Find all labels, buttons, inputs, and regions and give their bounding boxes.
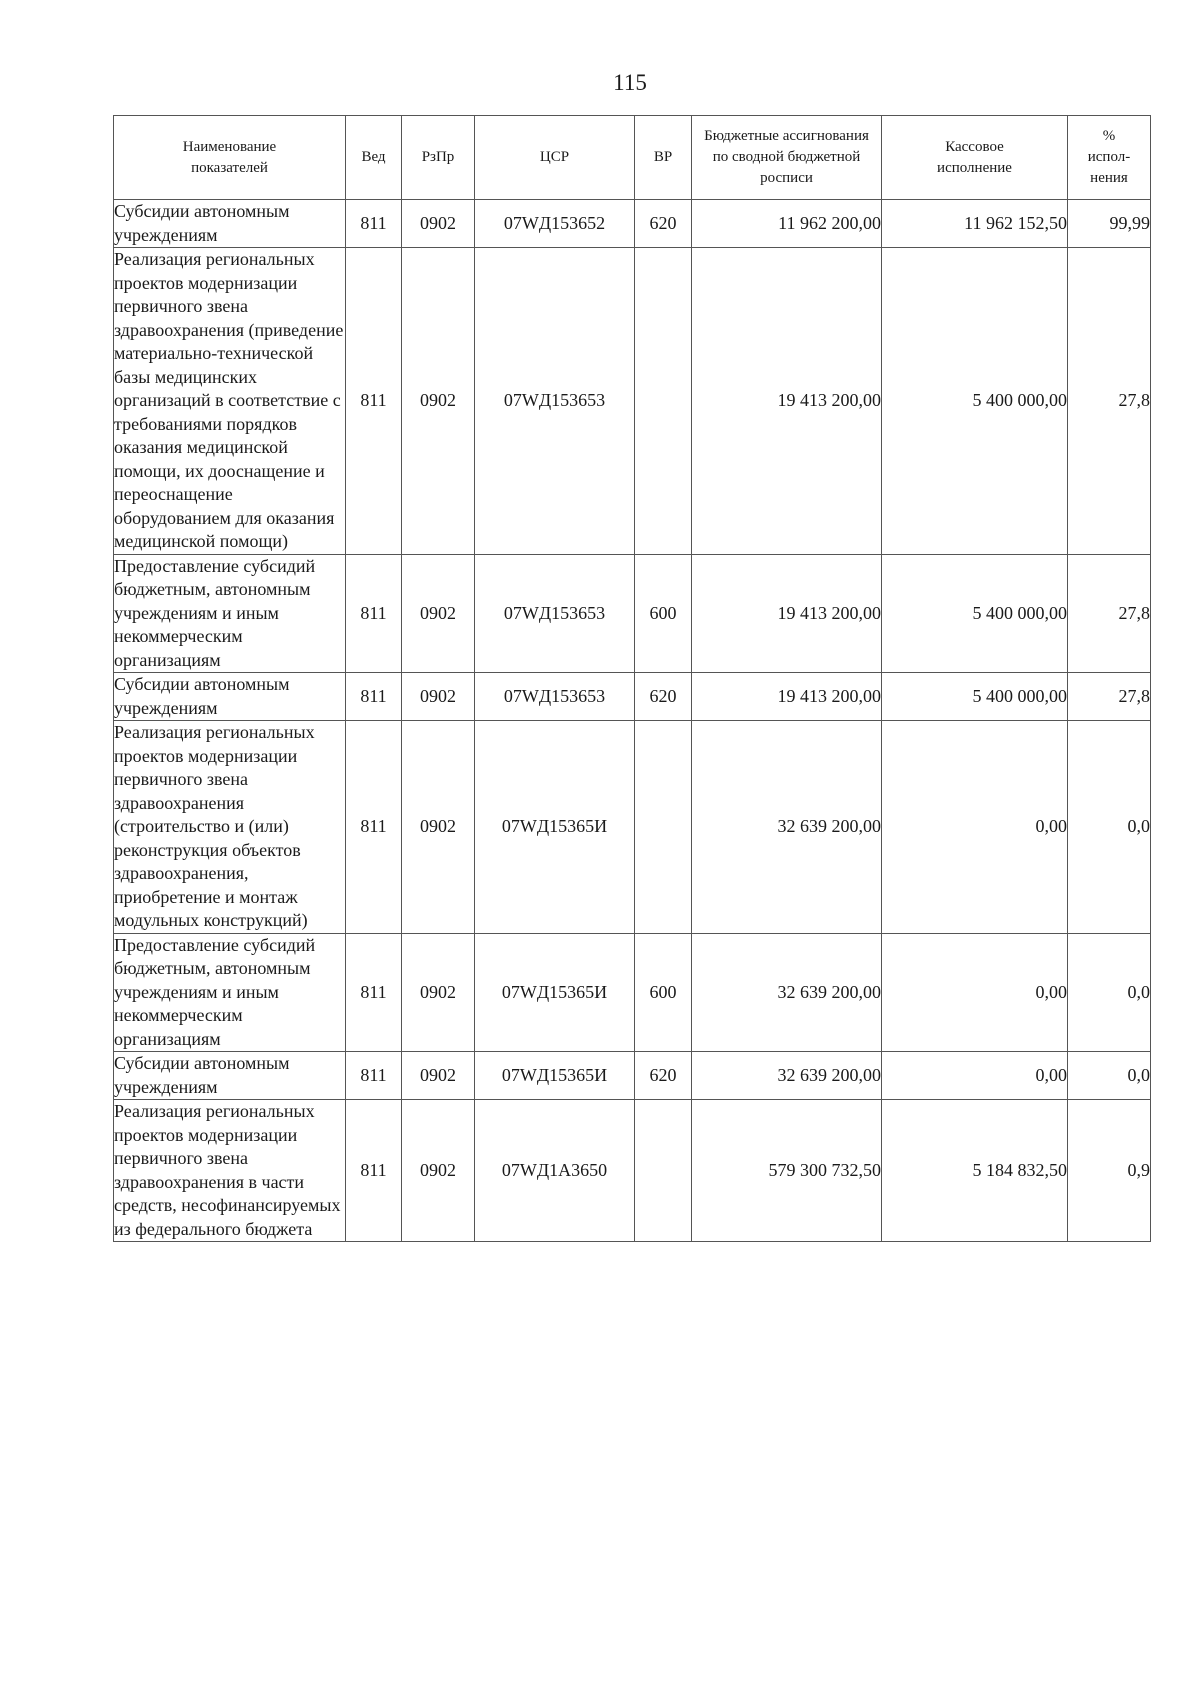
table-row <box>114 1052 1151 1100</box>
row-budget: 11 962 200,00 <box>692 200 882 248</box>
table-row <box>114 933 1151 1052</box>
header-percent: % испол-нения <box>1068 116 1151 200</box>
header-name: Наименование показателей <box>114 116 346 200</box>
row-rzpr: 0902 <box>402 933 475 1052</box>
budget-table <box>113 115 1151 1242</box>
row-rzpr: 0902 <box>402 200 475 248</box>
row-vr: 600 <box>635 933 692 1052</box>
row-cash: 5 400 000,00 <box>882 673 1068 721</box>
row-rzpr: 0902 <box>402 721 475 934</box>
row-name: Реализация региональных проектов модернизации первичного звена здравоохранения в части средств, несофинансируемых из федерального бюджета <box>114 1100 346 1242</box>
row-csr: 07WД153653 <box>475 673 635 721</box>
row-percent: 99,99 <box>1068 200 1151 248</box>
row-csr: 07WД15365И <box>475 1052 635 1100</box>
row-name: Реализация региональных проектов модернизации первичного звена здравоохранения (строительство и (или) реконструкция объектов здравоохранения, приобретение и монтаж модульных конструкций) <box>114 721 346 934</box>
table-row <box>114 200 1151 248</box>
row-name: Предоставление субсидий бюджетным, автономным учреждениям и иным некоммерческим организациям <box>114 933 346 1052</box>
row-name: Субсидии автономным учреждениям <box>114 200 346 248</box>
row-budget: 19 413 200,00 <box>692 554 882 673</box>
row-vr <box>635 1100 692 1242</box>
header-budget: Бюджетные ассигнования по сводной бюджетной росписи <box>692 116 882 200</box>
header-rzpr: РзПр <box>402 116 475 200</box>
row-cash: 5 400 000,00 <box>882 248 1068 555</box>
table-row <box>114 673 1151 721</box>
row-name: Предоставление субсидий бюджетным, автономным учреждениям и иным некоммерческим организациям <box>114 554 346 673</box>
row-percent: 0,0 <box>1068 1052 1151 1100</box>
row-rzpr: 0902 <box>402 554 475 673</box>
row-cash: 5 184 832,50 <box>882 1100 1068 1242</box>
row-csr: 07WД153653 <box>475 248 635 555</box>
row-percent: 0,9 <box>1068 1100 1151 1242</box>
row-ved: 811 <box>346 200 402 248</box>
row-budget: 32 639 200,00 <box>692 933 882 1052</box>
row-ved: 811 <box>346 554 402 673</box>
row-budget: 579 300 732,50 <box>692 1100 882 1242</box>
row-rzpr: 0902 <box>402 673 475 721</box>
row-vr: 620 <box>635 1052 692 1100</box>
row-budget: 19 413 200,00 <box>692 248 882 555</box>
row-budget: 32 639 200,00 <box>692 721 882 934</box>
row-vr: 600 <box>635 554 692 673</box>
row-cash: 0,00 <box>882 933 1068 1052</box>
row-vr: 620 <box>635 673 692 721</box>
row-csr: 07WД153652 <box>475 200 635 248</box>
row-cash: 11 962 152,50 <box>882 200 1068 248</box>
row-ved: 811 <box>346 673 402 721</box>
row-budget: 32 639 200,00 <box>692 1052 882 1100</box>
header-vr: ВР <box>635 116 692 200</box>
header-cash: Кассовое исполнение <box>882 116 1068 200</box>
row-ved: 811 <box>346 721 402 934</box>
row-percent: 27,8 <box>1068 673 1151 721</box>
row-cash: 0,00 <box>882 1052 1068 1100</box>
row-rzpr: 0902 <box>402 1052 475 1100</box>
table-row <box>114 721 1151 934</box>
row-csr: 07WД153653 <box>475 554 635 673</box>
row-percent: 27,8 <box>1068 554 1151 673</box>
table-row <box>114 248 1151 555</box>
row-csr: 07WД15365И <box>475 721 635 934</box>
row-vr: 620 <box>635 200 692 248</box>
row-csr: 07WД1А3650 <box>475 1100 635 1242</box>
table-row <box>114 1100 1151 1242</box>
row-ved: 811 <box>346 1052 402 1100</box>
row-name: Субсидии автономным учреждениям <box>114 673 346 721</box>
header-csr: ЦСР <box>475 116 635 200</box>
row-vr <box>635 248 692 555</box>
row-ved: 811 <box>346 933 402 1052</box>
row-budget: 19 413 200,00 <box>692 673 882 721</box>
row-cash: 5 400 000,00 <box>882 554 1068 673</box>
row-name: Субсидии автономным учреждениям <box>114 1052 346 1100</box>
row-cash: 0,00 <box>882 721 1068 934</box>
page-number: 115 <box>613 70 647 95</box>
row-percent: 0,0 <box>1068 721 1151 934</box>
row-rzpr: 0902 <box>402 248 475 555</box>
table-header-row <box>114 116 1151 200</box>
row-vr <box>635 721 692 934</box>
header-ved: Вед <box>346 116 402 200</box>
row-percent: 0,0 <box>1068 933 1151 1052</box>
row-name: Реализация региональных проектов модернизации первичного звена здравоохранения (приведение материально-технической базы медицинских организаций в соответствие с требованиями порядков оказания медицинской помощи, их дооснащение и переоснащение оборудованием для оказания медицинской помощи) <box>114 248 346 555</box>
row-ved: 811 <box>346 1100 402 1242</box>
row-rzpr: 0902 <box>402 1100 475 1242</box>
row-ved: 811 <box>346 248 402 555</box>
row-csr: 07WД15365И <box>475 933 635 1052</box>
row-percent: 27,8 <box>1068 248 1151 555</box>
table-row <box>114 554 1151 673</box>
